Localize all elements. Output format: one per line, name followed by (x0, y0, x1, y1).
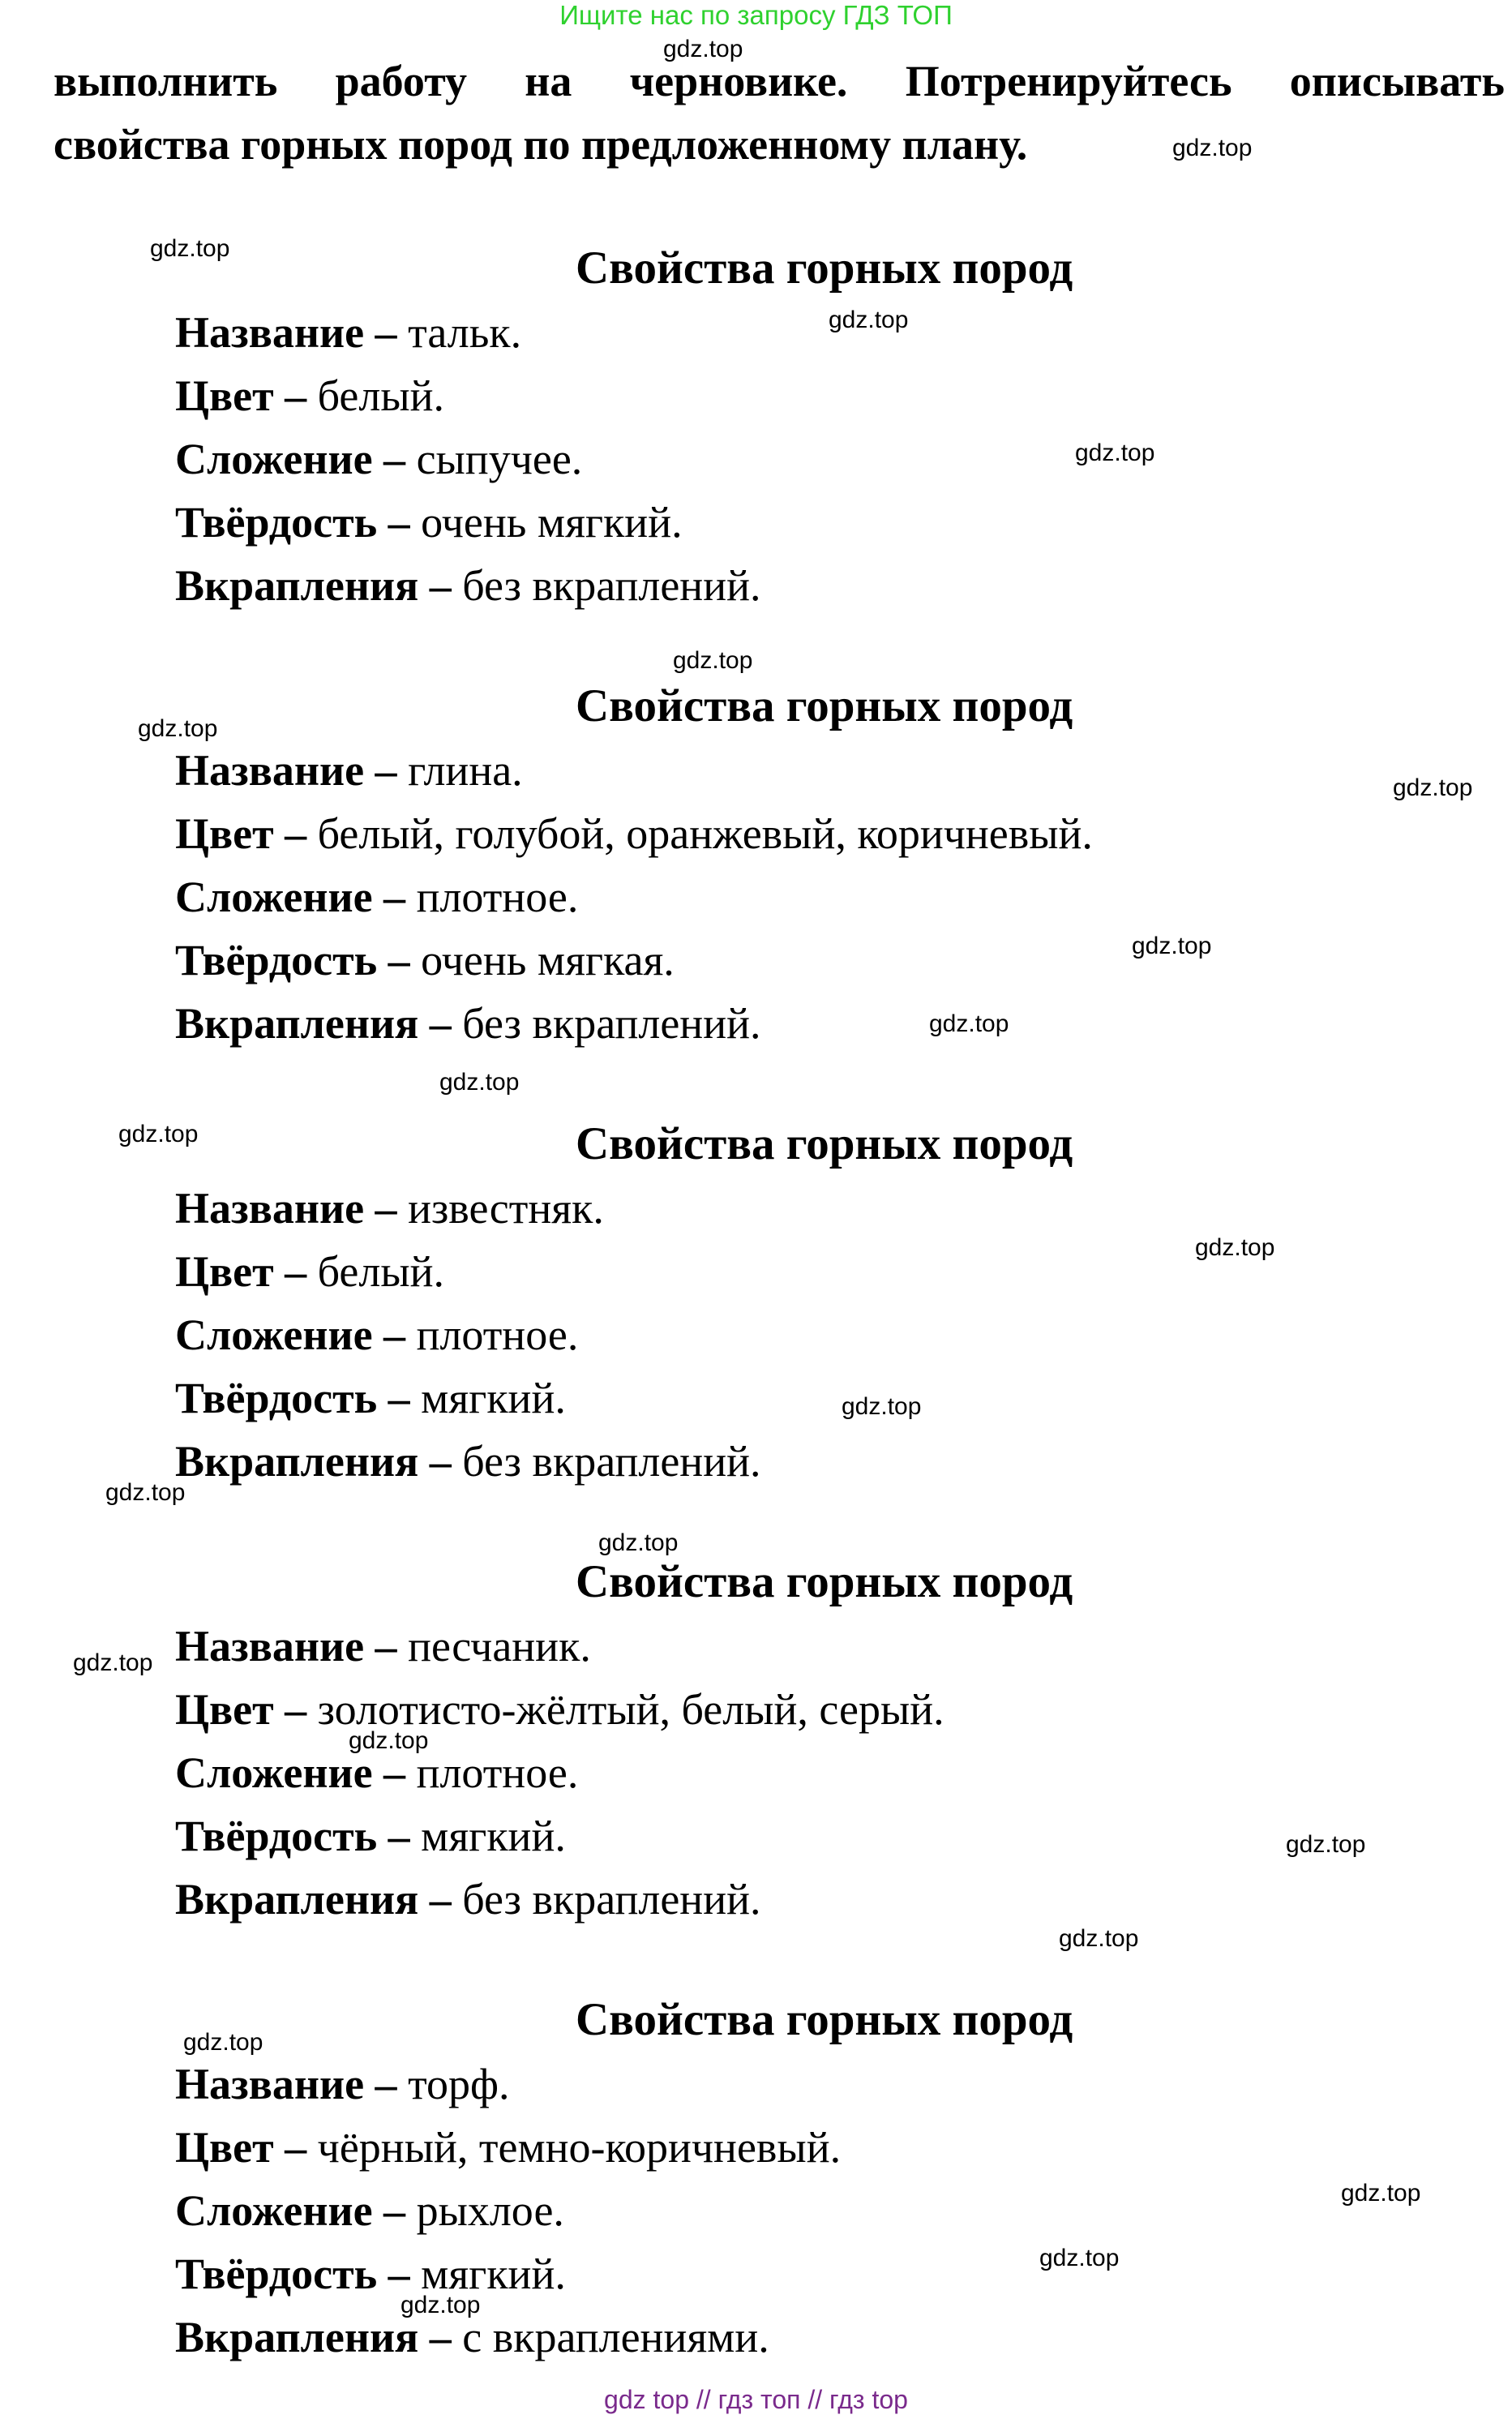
property-label: Вкрапления – (175, 2313, 452, 2361)
property-value: золотисто-жёлтый, белый, серый. (317, 1685, 944, 1734)
property-label: Цвет – (175, 1685, 307, 1734)
property-name (175, 1184, 604, 1233)
card-title: Свойства горных пород (576, 242, 1073, 294)
property-value: очень мягкая. (421, 936, 675, 984)
property-label: Название – (175, 746, 397, 795)
property-value: без вкраплений. (462, 561, 761, 610)
property-inclusions (175, 999, 761, 1048)
property-structure (175, 2186, 564, 2235)
property-value: сыпучее. (416, 435, 583, 483)
property-value: песчаник. (408, 1622, 591, 1671)
property-label: Цвет – (175, 809, 307, 858)
property-value: белый. (317, 371, 445, 420)
card-title: Свойства горных пород (576, 1118, 1073, 1169)
watermark: gdz.top (598, 1529, 679, 1556)
watermark: gdz.top (439, 1069, 520, 1096)
watermark: gdz.top (118, 1121, 199, 1147)
property-name (175, 2060, 509, 2108)
property-label: Вкрапления – (175, 1437, 452, 1486)
property-hardness (175, 2250, 566, 2298)
watermark: gdz.top (1059, 1925, 1139, 1952)
property-label: Твёрдость – (175, 498, 410, 547)
property-value: без вкраплений. (462, 999, 761, 1048)
property-value: очень мягкий. (421, 498, 683, 547)
property-value: торф. (408, 2060, 510, 2108)
property-hardness (175, 936, 675, 984)
property-hardness (175, 1812, 566, 1860)
property-value: плотное. (416, 873, 579, 921)
property-value: мягкий. (421, 1374, 566, 1422)
watermark: gdz.top (400, 2292, 481, 2318)
property-structure (175, 435, 582, 483)
property-value: белый. (317, 1247, 445, 1296)
property-label: Сложение – (175, 2186, 406, 2235)
property-label: Название – (175, 1184, 397, 1233)
watermark: gdz.top (1172, 135, 1253, 161)
property-color (175, 1247, 444, 1296)
property-name (175, 308, 521, 357)
watermark: gdz.top (183, 2029, 263, 2056)
watermark: gdz.top (1132, 933, 1212, 959)
intro-line-2: свойства горных пород по предложенному плану. (54, 120, 1028, 169)
watermark: gdz.top (842, 1393, 922, 1420)
property-color (175, 809, 1093, 858)
property-value: тальк. (408, 308, 522, 357)
property-value: плотное. (416, 1310, 579, 1359)
property-value: без вкраплений. (462, 1437, 761, 1486)
watermark: gdz.top (73, 1649, 153, 1676)
card-title: Свойства горных пород (576, 1994, 1073, 2045)
property-label: Твёрдость – (175, 936, 410, 984)
property-value: известняк. (408, 1184, 604, 1233)
property-label: Сложение – (175, 1748, 406, 1797)
property-label: Сложение – (175, 873, 406, 921)
property-value: плотное. (416, 1748, 579, 1797)
property-structure (175, 1748, 578, 1797)
property-value: с вкраплениями. (462, 2313, 769, 2361)
property-structure (175, 873, 578, 921)
property-inclusions (175, 2313, 769, 2361)
property-label: Название – (175, 2060, 397, 2108)
property-value: без вкраплений. (462, 1875, 761, 1924)
property-label: Название – (175, 1622, 397, 1671)
property-color (175, 2123, 841, 2172)
top-banner: Ищите нас по запросу ГДЗ ТОП (559, 0, 953, 30)
watermark: gdz.top (829, 307, 909, 333)
watermark: gdz.top (138, 715, 218, 742)
property-value: мягкий. (421, 1812, 566, 1860)
property-label: Сложение – (175, 435, 406, 483)
property-value: глина. (408, 746, 523, 795)
property-value: рыхлое. (416, 2186, 564, 2235)
watermark: gdz.top (150, 235, 230, 262)
property-label: Название – (175, 308, 397, 357)
watermark: gdz.top (1341, 2180, 1421, 2207)
watermark: gdz.top (105, 1479, 186, 1506)
property-value: белый, голубой, оранжевый, коричневый. (317, 809, 1093, 858)
card-title: Свойства горных пород (576, 1556, 1073, 1607)
property-label: Вкрапления – (175, 999, 452, 1048)
watermark: gdz.top (1195, 1234, 1275, 1261)
property-structure (175, 1310, 578, 1359)
watermark: gdz.top (673, 647, 753, 674)
property-name (175, 1622, 591, 1671)
property-inclusions (175, 561, 761, 610)
watermark: gdz.top (1075, 440, 1155, 466)
watermark: gdz.top (929, 1010, 1009, 1037)
property-label: Сложение – (175, 1310, 406, 1359)
property-color (175, 371, 444, 420)
footer-links[interactable]: gdz top // гдз топ // гдз top (604, 2385, 908, 2414)
property-label: Вкрапления – (175, 1875, 452, 1924)
property-label: Цвет – (175, 371, 307, 420)
property-name (175, 746, 523, 795)
property-color (175, 1685, 944, 1734)
property-label: Вкрапления – (175, 561, 452, 610)
property-label: Твёрдость – (175, 1812, 410, 1860)
property-inclusions (175, 1437, 761, 1486)
property-inclusions (175, 1875, 761, 1924)
watermark: gdz.top (1286, 1831, 1366, 1858)
property-hardness (175, 498, 683, 547)
watermark: gdz.top (1393, 774, 1473, 801)
property-label: Твёрдость – (175, 2250, 410, 2298)
watermark: gdz.top (1039, 2245, 1120, 2271)
property-label: Цвет – (175, 2123, 307, 2172)
property-value: чёрный, темно-коричневый. (317, 2123, 842, 2172)
property-value: мягкий. (421, 2250, 566, 2298)
card-title: Свойства горных пород (576, 680, 1073, 731)
property-label: Цвет – (175, 1247, 307, 1296)
property-hardness (175, 1374, 566, 1422)
watermark: gdz.top (349, 1727, 429, 1754)
property-label: Твёрдость – (175, 1374, 410, 1422)
intro-line-1: выполнить работу на черновике. Потренируйтесь описывать (54, 57, 1505, 105)
watermark: gdz.top (663, 36, 743, 62)
